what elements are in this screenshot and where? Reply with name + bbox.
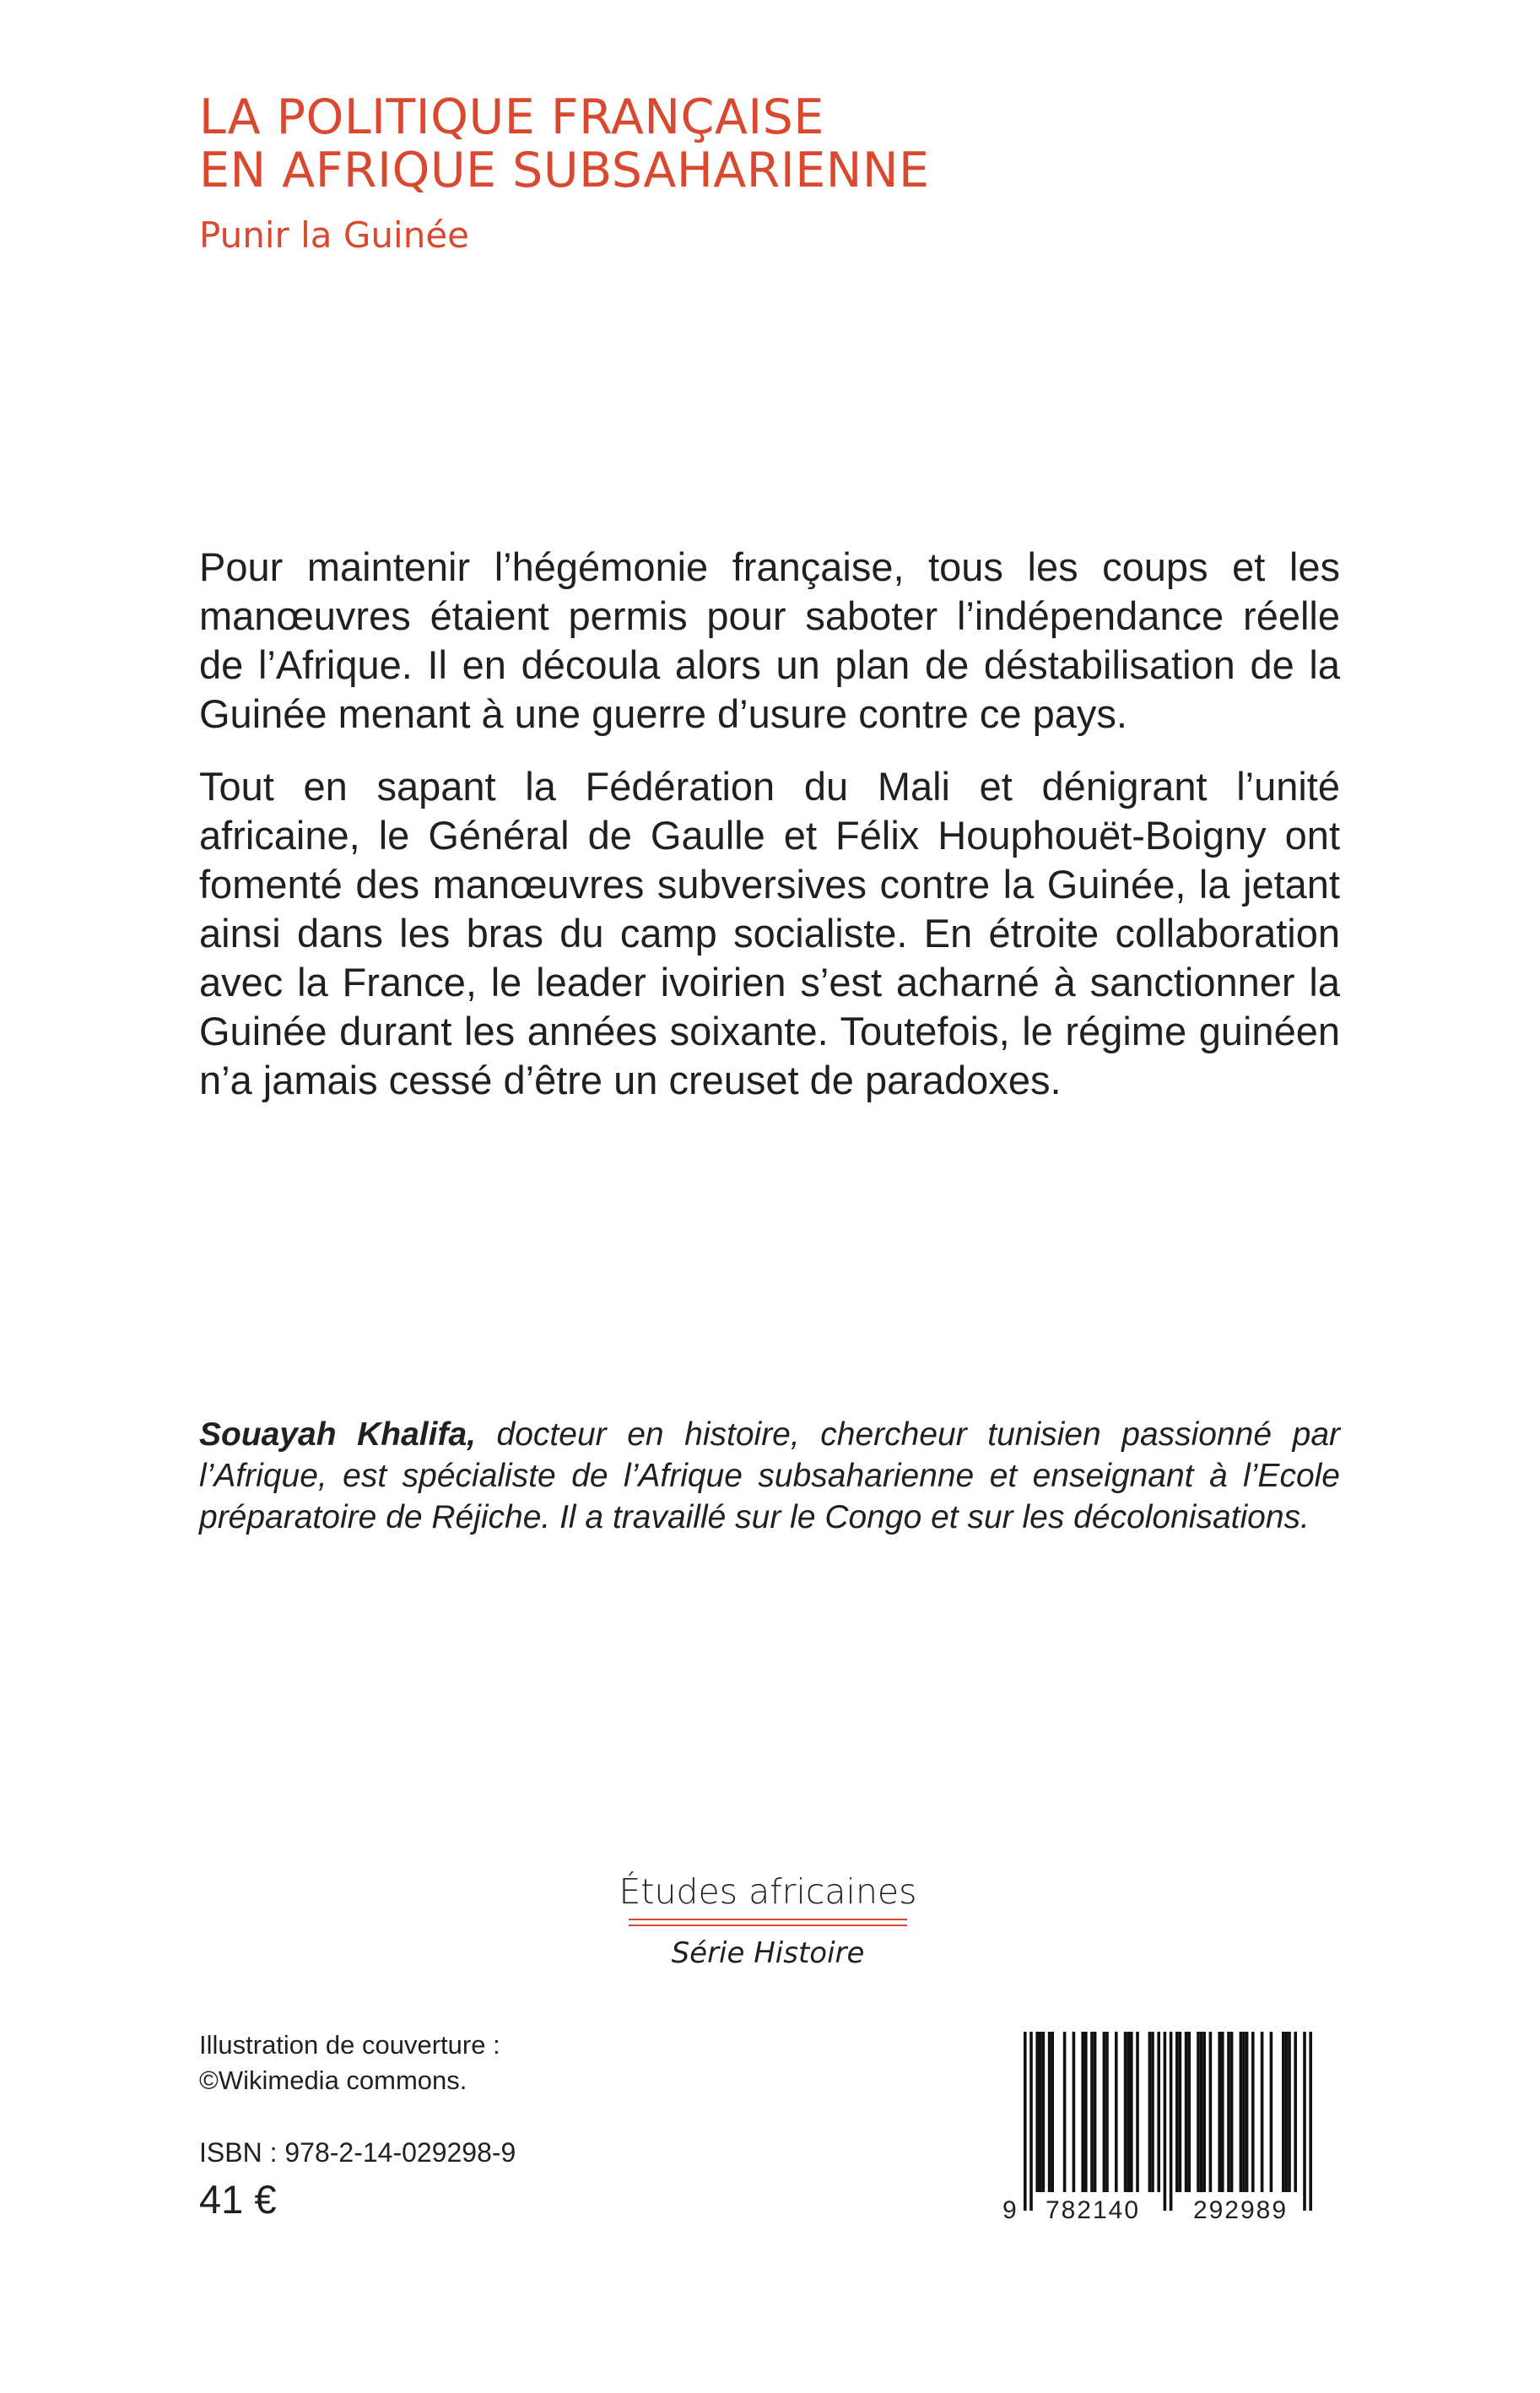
barcode-bar (1051, 2032, 1054, 2192)
barcode-bar (1029, 2032, 1033, 2211)
barcode-bar (1151, 2032, 1154, 2192)
barcode-bar (1197, 2032, 1200, 2192)
barcode-bar (1242, 2032, 1246, 2192)
barcode-bar (1288, 2032, 1291, 2192)
credits-line-1: Illustration de couverture : (199, 2030, 500, 2060)
barcode-bar (1303, 2032, 1306, 2211)
series-name: Études africaines (619, 1871, 917, 1912)
barcode-bar (1251, 2032, 1255, 2192)
barcode-bar (1039, 2032, 1042, 2192)
barcode-bar (1261, 2032, 1264, 2192)
barcode-bar (1103, 2032, 1106, 2192)
barcode-bar (1090, 2032, 1094, 2192)
barcode-bar (1227, 2032, 1230, 2192)
barcode-bar (1130, 2032, 1133, 2192)
barcode-left-digits: 782140 (1045, 2196, 1141, 2224)
credits-line-2: ©Wikimedia commons. (199, 2065, 467, 2095)
book-title-line-2: EN AFRIQUE SUBSAHARIENNE (199, 143, 930, 198)
barcode-bar (1170, 2032, 1173, 2211)
barcode-bar (1073, 2032, 1076, 2192)
barcode (998, 2030, 1336, 2224)
title-block (199, 91, 1381, 257)
barcode-bar (1240, 2032, 1243, 2192)
barcode-bar (1035, 2032, 1039, 2192)
barcode-bar (1164, 2032, 1167, 2211)
barcode-bar (1124, 2032, 1127, 2192)
barcode-bar (1185, 2032, 1188, 2192)
barcode-bar (1042, 2032, 1046, 2192)
author-bio-text: docteur en histoire, chercheur tunisien passionné par l’Afrique, est spécialiste de l’Afrique subsaharienne et enseignant à l’Ecole préparatoire de Réjiche. Il a travaillé sur le Congo et sur les décolonisations. (199, 1416, 1340, 1535)
barcode-bar (1175, 2032, 1179, 2192)
barcode-bar (1148, 2032, 1152, 2192)
barcode-bar (1246, 2032, 1249, 2192)
book-subtitle: Punir la Guinée (199, 214, 470, 256)
barcode-bar (1063, 2032, 1067, 2192)
barcode-right-digits: 292989 (1192, 2196, 1289, 2224)
barcode-first-digit: 9 (1002, 2196, 1017, 2224)
barcode-bar (1115, 2032, 1118, 2192)
barcode-bar (1282, 2032, 1285, 2192)
barcode-bar (1024, 2032, 1027, 2211)
barcode-graphic (998, 2030, 1336, 2224)
barcode-bar (1136, 2032, 1139, 2192)
barcode-bar (1202, 2032, 1206, 2192)
summary (199, 543, 1340, 1105)
barcode-bar (1230, 2032, 1234, 2192)
summary-paragraph-1: Pour maintenir l’hégémonie française, tous les coups et les manœuvres étaient permis pour saboter l’indépendance réelle de l’Afrique. Il en découla alors un plan de déstabilisation de la Guinée menant à une guerre d’usure contre ce pays. (199, 544, 1340, 736)
barcode-bar (1179, 2032, 1182, 2192)
barcode-bar (1209, 2032, 1213, 2192)
barcode-bar (1294, 2032, 1297, 2192)
barcode-bar (1105, 2032, 1109, 2192)
barcode-bar (1084, 2032, 1088, 2192)
series-rule-top (629, 1919, 907, 1920)
barcode-bar (1221, 2032, 1224, 2192)
series-subtitle: Série Histoire (671, 1936, 865, 1970)
price: 41 € (199, 2177, 277, 2222)
cover-credits (199, 2028, 500, 2098)
author-name: Souayah Khalifa, (199, 1416, 476, 1453)
barcode-bar (1081, 2032, 1084, 2192)
barcode-bar (1187, 2032, 1191, 2192)
summary-paragraph-2: Tout en sapant la Fédération du Mali et dénigrant l’unité africaine, le Général de Gaulle et Félix Houphouët-Boigny ont fomenté des manœuvres subversives contre la Guinée, la jetant ainsi dans les bras du camp socialiste. En étroite collaboration avec la France, le leader ivoirien s’est acharné à sanctionner la Guinée durant les années soixante. Toutefois, le régime guinéen n’a jamais cessé d’être un creuset de paradoxes. (199, 764, 1340, 1102)
isbn: ISBN : 978-2-14-029298-9 (199, 2137, 516, 2168)
barcode-bar (1127, 2032, 1130, 2192)
series-logo (582, 1870, 954, 1972)
barcode-bar (1285, 2032, 1289, 2192)
series-rule-bottom (629, 1925, 907, 1926)
book-title-line-1: LA POLITIQUE FRANÇAISE (199, 89, 824, 145)
barcode-bar (1218, 2032, 1221, 2192)
barcode-bar (1094, 2032, 1097, 2192)
barcode-bar (1309, 2032, 1312, 2211)
barcode-bar (1270, 2032, 1273, 2192)
author-bio (199, 1414, 1340, 1538)
barcode-bar (1200, 2032, 1203, 2192)
barcode-bar (1048, 2032, 1051, 2192)
barcode-bar (1157, 2032, 1160, 2192)
